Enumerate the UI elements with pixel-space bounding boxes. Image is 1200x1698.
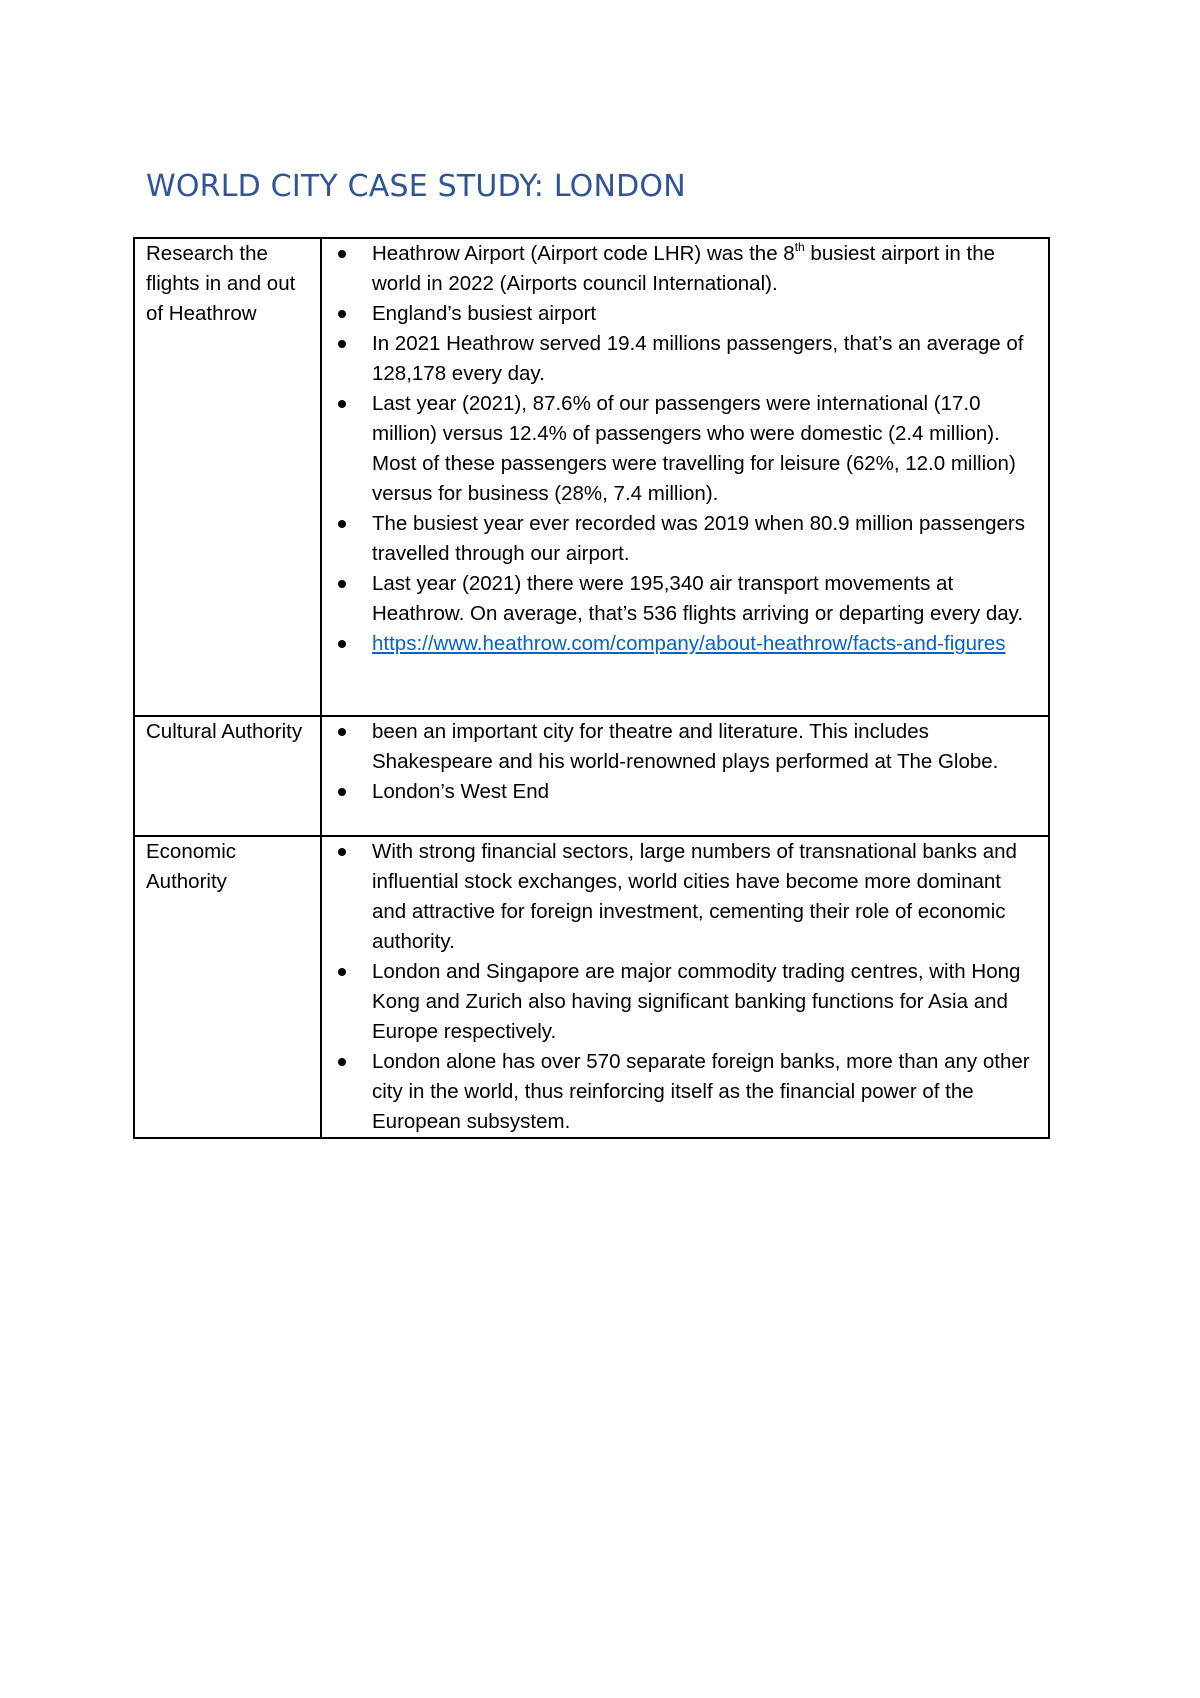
table-row-research [134,238,1049,716]
list-item: With strong financial sectors, large numbers of transnational banks and influential stock exchanges, world cities have become more dominant and attractive for foreign investment, cementing their role of economic authority. [322,837,1036,957]
list-item: Heathrow Airport (Airport code LHR) was the 8th busiest airport in the world in 2022 (Airports council International). [322,239,1036,299]
table-row-economic [134,836,1049,1138]
row-label-research: Research the flights in and out of Heathrow [134,238,321,716]
row-content-research [321,238,1049,716]
case-study-table [133,237,1050,1139]
table-row-cultural [134,716,1049,836]
list-item: The busiest year ever recorded was 2019 when 80.9 million passengers travelled through our airport. [322,509,1036,569]
bullet-list [322,837,1036,1137]
list-item: Last year (2021), 87.6% of our passengers were international (17.0 million) versus 12.4% of passengers who were domestic (2.4 million). Most of these passengers were travelling for leisure (62%, 12.0 million) versus for business (28%, 7.4 million). [322,389,1036,509]
list-item: Last year (2021) there were 195,340 air transport movements at Heathrow. On average, that’s 536 flights arriving or departing every day. [322,569,1036,629]
list-item: London and Singapore are major commodity trading centres, with Hong Kong and Zurich also having significant banking functions for Asia and Europe respectively. [322,957,1036,1047]
list-item: England’s busiest airport [322,299,1036,329]
heathrow-facts-link[interactable]: https://www.heathrow.com/company/about-heathrow/facts-and-figures [372,632,1006,655]
row-content-cultural [321,716,1049,836]
list-item: London alone has over 570 separate foreign banks, more than any other city in the world, thus reinforcing itself as the financial power of the European subsystem. [322,1047,1036,1137]
list-item: London’s West End [322,777,1036,807]
bullet-list [322,717,1036,807]
row-content-economic [321,836,1049,1138]
list-item [322,629,1036,659]
row-label-economic: Economic Authority [134,836,321,1138]
bullet-list [322,239,1036,659]
list-item: been an important city for theatre and literature. This includes Shakespeare and his world-renowned plays performed at The Globe. [322,717,1036,777]
page-title: WORLD CITY CASE STUDY: LONDON [146,169,686,204]
list-item: In 2021 Heathrow served 19.4 millions passengers, that’s an average of 128,178 every day. [322,329,1036,389]
row-label-cultural: Cultural Authority [134,716,321,836]
